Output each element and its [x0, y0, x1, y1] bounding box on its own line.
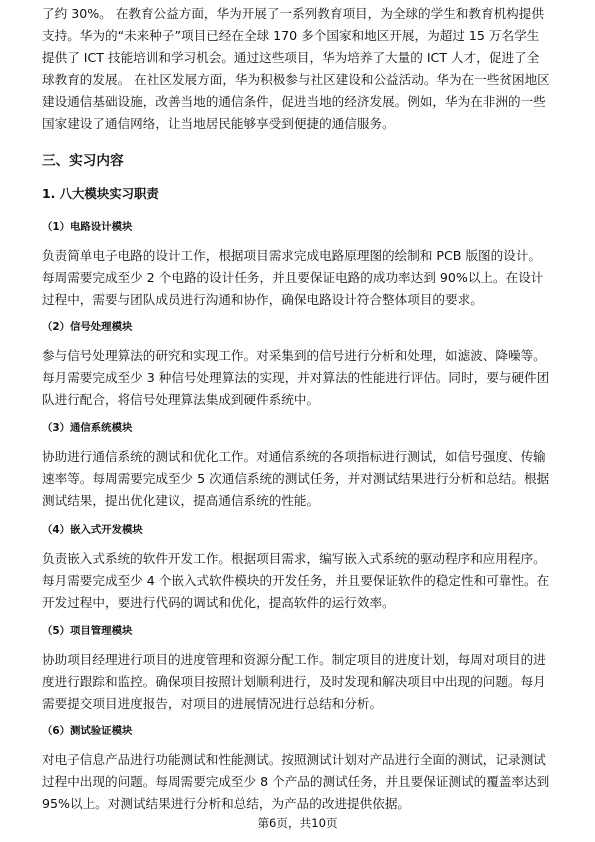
module-3: [42, 418, 555, 512]
module-description: [42, 345, 555, 411]
text-line: 参与信号处理算法的研究和实现工作。对采集到的信号进行分析和处理，如滤波、降噪等。: [42, 348, 546, 363]
text-line: 速率等。每周需要完成至少 5 次通信系统的测试任务，并对测试结果进行分析和总结。根据: [42, 471, 550, 486]
text-line: 协助进行通信系统的测试和优化工作。对通信系统的各项指标进行测试，如信号强度、传输: [42, 449, 546, 464]
section-title: 三、实习内容: [42, 153, 124, 169]
text-line: 提供了 ICT 技能培训和学习机会。通过这些项目，华为培养了大量的 ICT 人才，促进了全: [42, 50, 540, 65]
text-line: 球教育的发展。 在社区发展方面，华为积极参与社区建设和公益活动。华为在一些贫困地区: [42, 72, 550, 87]
page-number: 第6页，共10页: [257, 816, 338, 830]
intro-paragraph: [42, 3, 555, 135]
module-title: （6）测试验证模块: [42, 725, 133, 737]
module-1: [42, 217, 555, 311]
module-description: [42, 649, 555, 715]
module-title: （2）信号处理模块: [42, 321, 133, 333]
text-line: 对电子信息产品进行功能测试和性能测试。按照测试计划对产品进行全面的测试，记录测试: [42, 752, 546, 767]
text-line: 过程中，需要与团队成员进行沟通和协作，确保电路设计符合整体项目的要求。: [42, 292, 483, 307]
text-line: 队进行配合，将信号处理算法集成到硬件系统中。: [42, 392, 320, 407]
module-title: （5）项目管理模块: [42, 625, 133, 637]
text-line: 负责简单电子电路的设计工作，根据项目需求完成电路原理图的绘制和 PCB 版图的设计。: [42, 248, 542, 263]
section-heading: [42, 150, 555, 172]
text-line: 协助项目经理进行项目的进度管理和资源分配工作。制定项目的进度计划，每周对项目的进: [42, 652, 546, 667]
module-4: [42, 520, 555, 614]
module-description: [42, 446, 555, 512]
module-title: （1）电路设计模块: [42, 221, 133, 233]
module-description: [42, 548, 555, 614]
text-line: 测试结果，提出优化建议，提高通信系统的性能。: [42, 493, 320, 508]
module-description: [42, 749, 555, 815]
module-title: （3）通信系统模块: [42, 422, 133, 434]
module-5: [42, 621, 555, 715]
text-line: 建设通信基础设施，改善当地的通信条件，促进当地的经济发展。例如，华为在非洲的一些: [42, 94, 546, 109]
text-line: 需要提交项目进度报告，对项目的进展情况进行总结和分析。: [42, 696, 383, 711]
text-line: 每周需要完成至少 2 个电路的设计任务，并且要保证电路的成功率达到 90%以上。在设计: [42, 270, 544, 285]
text-line: 过程中出现的问题。每周需要完成至少 8 个产品的测试任务，并且要保证测试的覆盖率达到: [42, 774, 550, 789]
text-line: 开发过程中，要进行代码的调试和优化，提高软件的运行效率。: [42, 595, 395, 610]
text-line: 每月需要完成至少 3 种信号处理算法的实现，并对算法的性能进行评估。同时，要与硬件团: [42, 370, 550, 385]
module-6: [42, 721, 555, 815]
text-line: 国家建设了通信网络，让当地居民能够享受到便捷的通信服务。: [42, 116, 395, 131]
text-line: 每月需要完成至少 4 个嵌入式软件模块的开发任务，并且要保证软件的稳定性和可靠性。在: [42, 573, 550, 588]
module-description: [42, 245, 555, 311]
text-line: 95%以上。对测试结果进行分析和总结，为产品的改进提供依据。: [42, 796, 411, 811]
module-2: [42, 317, 555, 411]
text-line: 了约 30%。 在教育公益方面，华为开展了一系列教育项目，为全球的学生和教育机构提供: [42, 6, 544, 21]
text-line: 负责嵌入式系统的软件开发工作。根据项目需求，编写嵌入式系统的驱动程序和应用程序。: [42, 551, 546, 566]
text-line: 度进行跟踪和监控。确保项目按照计划顺利进行，及时发现和解决项目中出现的问题。每月: [42, 674, 546, 689]
subsection-heading: [42, 183, 555, 205]
subsection-title: 1. 八大模块实习职责: [42, 186, 159, 201]
text-line: 支持。华为的“未来种子”项目已经在全球 170 多个国家和地区开展，为超过 15 万名学生: [42, 28, 540, 43]
module-title: （4）嵌入式开发模块: [42, 524, 143, 536]
